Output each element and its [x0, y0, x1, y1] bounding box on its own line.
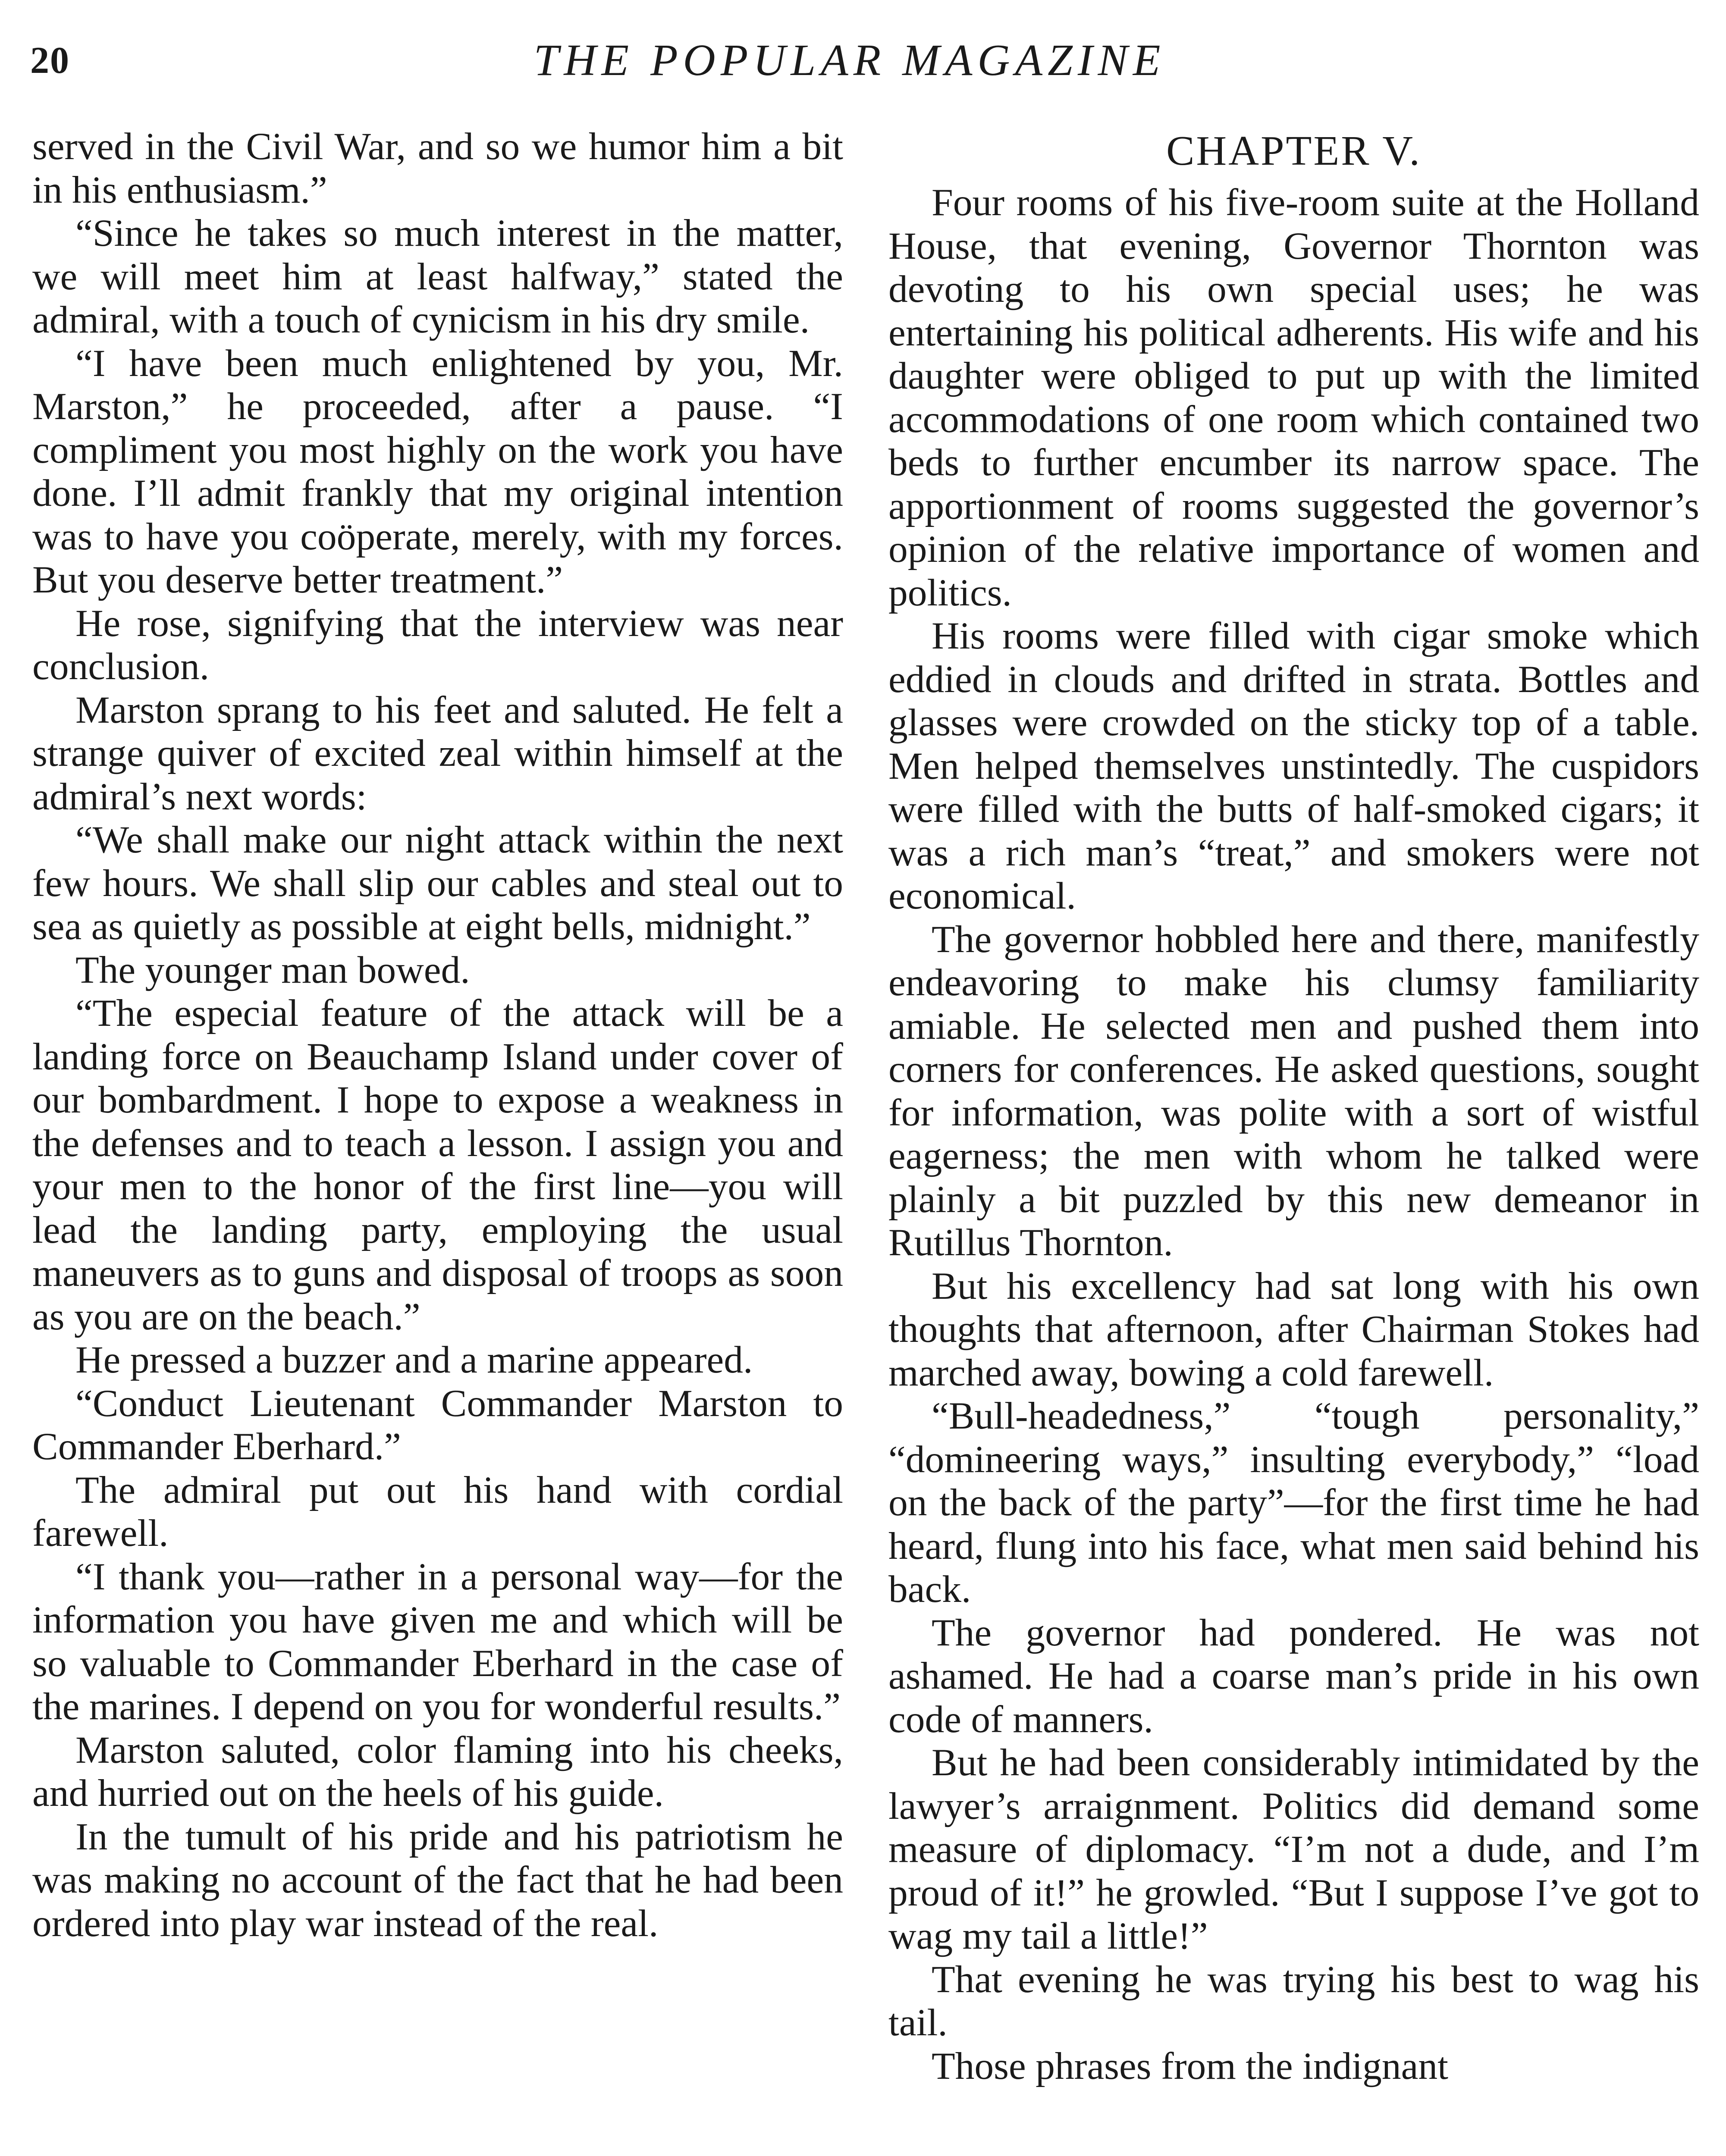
paragraph: Four rooms of his five-room suite at the Holland House, that evening, Governor Thornton was devoting to his own special uses; he was entertaining his political adherents. His wife and his daughter were obliged to put up with the limited accommodations of one room which contained two beds to further encumber its narrow space. The apportionment of rooms suggested the governor’s opinion of the relative importance of women and politics. — [888, 181, 1699, 614]
page-header — [30, 30, 1695, 112]
paragraph: The governor hobbled here and there, manifestly endeavoring to make his clumsy familiarity amiable. He selected men and pushed them into corners for conferences. He asked questions, sought for information, was polite with a sort of wistful eagerness; the men with whom he talked were plainly a bit puzzled by this new demeanor in Rutillus Thornton. — [888, 918, 1699, 1264]
chapter-heading: CHAPTER V. — [1166, 128, 1422, 174]
paragraph: “I have been much enlightened by you, Mr. Marston,” he proceeded, after a pause. “I compliment you most highly on the work you have done. I’ll admit frankly that my original intention was to have you coöperate, merely, with my forces. But you deserve better treatment.” — [32, 342, 843, 601]
paragraph: Marston sprang to his feet and saluted. He felt a strange quiver of excited zeal within himself at the admiral’s next words: — [32, 688, 843, 818]
paragraph: “The especial feature of the attack will be a landing force on Beauchamp Island under cover of our bombardment. I hope to expose a weakness in the defenses and to teach a lesson. I assign you and your men to the honor of the first line—you will lead the landing party, employing the usual maneuvers as to guns and disposal of troops as soon as you are on the beach.” — [32, 992, 843, 1338]
paragraph: His rooms were filled with cigar smoke which eddied in clouds and drifted in strata. Bottles and glasses were crowded on the sticky top of a table. Men helped themselves unstintedly. The cuspidors were filled with the butts of half-smoked cigars; it was a rich man’s “treat,” and smokers were not economical. — [888, 614, 1699, 917]
paragraph: The governor had pondered. He was not ashamed. He had a coarse man’s pride in his own code of manners. — [888, 1611, 1699, 1741]
paragraph: He pressed a buzzer and a marine appeared. — [75, 1338, 753, 1381]
paragraph: served in the Civil War, and so we humor him a bit in his enthusiasm.” — [32, 125, 843, 211]
paragraph: That evening he was trying his best to wag his tail. — [888, 1958, 1699, 2044]
page-number: 20 — [30, 40, 70, 81]
paragraph: “Bull-headedness,” “tough personality,” “domineering ways,” insulting everybody,” “load on the back of the party”—for the first time he had heard, flung into his face, what men said behind his back. — [888, 1395, 1699, 1611]
left-column — [32, 125, 843, 1945]
magazine-title: THE POPULAR MAGAZINE — [533, 35, 1166, 85]
right-column — [888, 125, 1699, 2088]
paragraph: “We shall make our night attack within the next few hours. We shall slip our cables and steal out to sea as quietly as possible at eight bells, midnight.” — [32, 818, 843, 948]
paragraph: “Since he takes so much interest in the matter, we will meet him at least halfway,” stated the admiral, with a touch of cynicism in his dry smile. — [32, 212, 843, 341]
paragraph: The admiral put out his hand with cordial farewell. — [32, 1468, 843, 1554]
paragraph: “I thank you—rather in a personal way—for the information you have given me and which will be so valuable to Commander Eberhard in the case of the marines. I depend on you for wonderful results.” — [32, 1555, 843, 1728]
paragraph: “Conduct Lieutenant Commander Marston to Commander Eberhard.” — [32, 1382, 843, 1468]
paragraph: The younger man bowed. — [75, 948, 470, 991]
paragraph: In the tumult of his pride and his patriotism he was making no account of the fact that he had been ordered into play war instead of the real. — [32, 1815, 843, 1945]
paragraph: But his excellency had sat long with his own thoughts that afternoon, after Chairman Stokes had marched away, bowing a cold farewell. — [888, 1264, 1699, 1394]
paragraph: But he had been considerably intimidated by the lawyer’s arraignment. Politics did demand some measure of diplomacy. “I’m not a dude, and I’m proud of it!” he growled. “But I suppose I’ve got to wag my tail a little!” — [888, 1741, 1699, 1957]
paragraph: He rose, signifying that the interview was near conclusion. — [32, 602, 843, 688]
paragraph: Marston saluted, color flaming into his cheeks, and hurried out on the heels of his guide. — [32, 1728, 843, 1814]
paragraph: Those phrases from the indignant — [932, 2044, 1449, 2087]
